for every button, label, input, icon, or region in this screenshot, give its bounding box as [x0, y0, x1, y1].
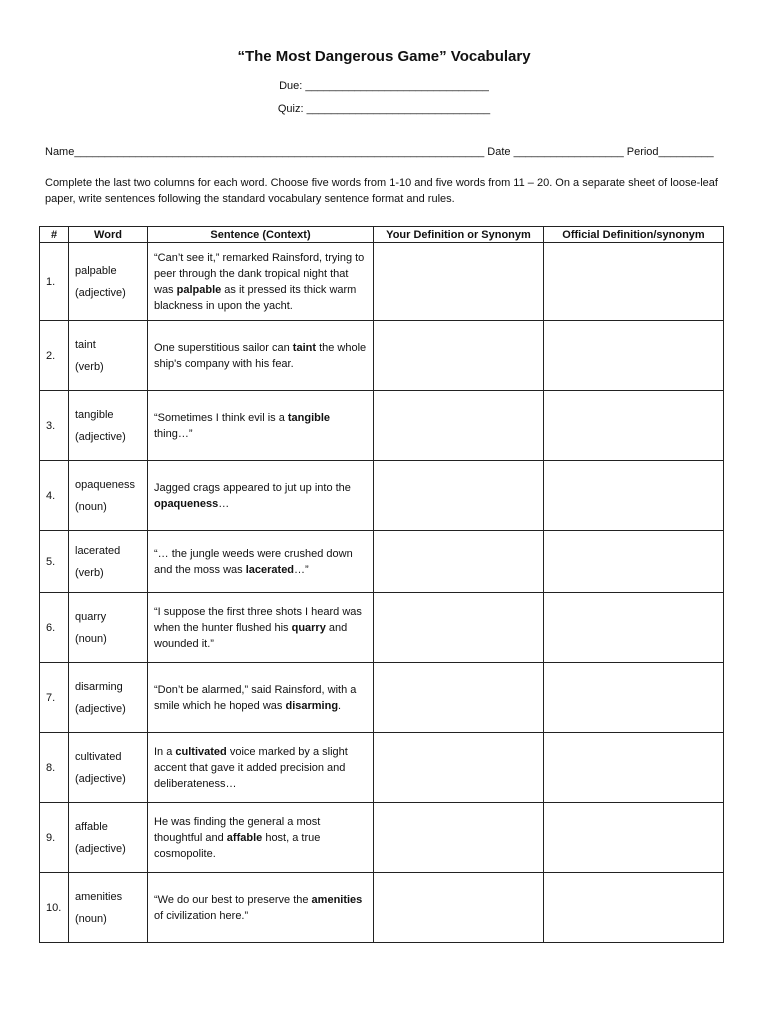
highlighted-word: amenities	[311, 893, 363, 906]
official-definition-cell[interactable]	[544, 873, 724, 943]
sentence-text: thing…”	[154, 427, 193, 440]
highlighted-word: tangible	[287, 411, 331, 424]
page-title: “The Most Dangerous Game” Vocabulary	[237, 48, 531, 65]
table-body	[40, 243, 724, 943]
context-sentence	[148, 663, 374, 733]
word-cell	[69, 873, 148, 943]
table-header-row	[40, 227, 724, 243]
table-row	[40, 321, 724, 391]
context-sentence	[148, 803, 374, 873]
sentence-text: One superstitious sailor can	[154, 341, 293, 354]
due-line: Due: ______________________________	[279, 80, 489, 92]
sentence-text: of civilization here.”	[154, 909, 249, 922]
sentence-text: He was finding the general a most thoughtful and	[154, 815, 321, 844]
sentence-text: Jagged crags appeared to jut up into the	[154, 481, 351, 494]
vocab-word: cultivated	[75, 750, 122, 763]
context-sentence	[148, 531, 374, 593]
sentence-text: voice marked by a slight accent that gave it added precision and deliberateness…	[154, 745, 348, 790]
header-sentence: Sentence (Context)	[148, 227, 374, 243]
vocab-word: quarry	[75, 610, 107, 623]
official-definition-cell[interactable]	[544, 243, 724, 321]
sentence-text: “I suppose the first three shots I heard was when the hunter flushed his	[154, 605, 362, 634]
context-sentence	[148, 321, 374, 391]
table-row	[40, 531, 724, 593]
row-number: 9.	[40, 803, 69, 873]
word-cell	[69, 593, 148, 663]
sentence-text: “Can’t see it,” remarked Rainsford, trying to peer through the dank tropical night that was	[154, 251, 365, 296]
part-of-speech: (verb)	[75, 360, 104, 373]
word-cell	[69, 803, 148, 873]
official-definition-cell[interactable]	[544, 803, 724, 873]
word-cell	[69, 321, 148, 391]
sentence-text: “We do our best to preserve the	[154, 893, 312, 906]
highlighted-word: affable	[226, 831, 263, 844]
sentence-text: as it pressed its thick warm blackness in upon the yacht.	[154, 283, 357, 312]
sentence-text: the whole ship's company with his fear.	[154, 341, 367, 370]
official-definition-cell[interactable]	[544, 663, 724, 733]
part-of-speech: (adjective)	[75, 702, 126, 715]
part-of-speech: (verb)	[75, 566, 104, 579]
word-cell	[69, 531, 148, 593]
part-of-speech: (adjective)	[75, 772, 126, 785]
row-number: 10.	[40, 873, 69, 943]
sentence-text: host, a true cosmopolite.	[154, 831, 321, 860]
context-sentence	[148, 593, 374, 663]
your-definition-cell[interactable]	[374, 531, 544, 593]
row-number: 2.	[40, 321, 69, 391]
row-number: 1.	[40, 243, 69, 321]
quiz-line: Quiz: ______________________________	[277, 103, 491, 115]
official-definition-cell[interactable]	[544, 531, 724, 593]
context-sentence	[148, 243, 374, 321]
official-definition-cell[interactable]	[544, 391, 724, 461]
sentence-text: “Don’t be alarmed,” said Rainsford, with a smile which he hoped was	[154, 683, 357, 712]
word-cell	[69, 391, 148, 461]
your-definition-cell[interactable]	[374, 321, 544, 391]
sentence-text: and wounded it.”	[154, 621, 348, 650]
official-definition-cell[interactable]	[544, 733, 724, 803]
vocab-word: opaqueness	[75, 478, 135, 491]
sentence-text: …”	[294, 563, 309, 576]
vocab-word: affable	[75, 820, 108, 833]
word-cell	[69, 663, 148, 733]
word-cell	[69, 243, 148, 321]
vocab-word: disarming	[75, 680, 123, 693]
official-definition-cell[interactable]	[544, 461, 724, 531]
sentence-text: .	[338, 699, 342, 712]
vocabulary-table	[39, 226, 724, 943]
context-sentence	[148, 733, 374, 803]
row-number: 6.	[40, 593, 69, 663]
context-sentence	[148, 873, 374, 943]
context-sentence	[148, 391, 374, 461]
table-row	[40, 243, 724, 321]
official-definition-cell[interactable]	[544, 321, 724, 391]
your-definition-cell[interactable]	[374, 593, 544, 663]
row-number: 4.	[40, 461, 69, 531]
header-your-definition: Your Definition or Synonym	[374, 227, 544, 243]
header-num: #	[40, 227, 69, 243]
sentence-text: In a	[154, 745, 176, 758]
word-cell	[69, 733, 148, 803]
your-definition-cell[interactable]	[374, 461, 544, 531]
vocab-word: lacerated	[75, 544, 121, 557]
table-row	[40, 733, 724, 803]
your-definition-cell[interactable]	[374, 243, 544, 321]
part-of-speech: (adjective)	[75, 286, 126, 299]
your-definition-cell[interactable]	[374, 873, 544, 943]
row-number: 7.	[40, 663, 69, 733]
table-row	[40, 873, 724, 943]
header-word: Word	[69, 227, 148, 243]
sentence-text: “… the jungle weeds were crushed down and the moss was	[154, 547, 353, 576]
your-definition-cell[interactable]	[374, 663, 544, 733]
part-of-speech: (noun)	[75, 632, 107, 645]
highlighted-word: taint	[292, 341, 317, 354]
row-number: 3.	[40, 391, 69, 461]
your-definition-cell[interactable]	[374, 391, 544, 461]
part-of-speech: (noun)	[75, 500, 107, 513]
official-definition-cell[interactable]	[544, 593, 724, 663]
vocab-word: taint	[75, 338, 96, 351]
highlighted-word: quarry	[291, 621, 326, 634]
your-definition-cell[interactable]	[374, 803, 544, 873]
vocab-word: palpable	[75, 264, 117, 277]
context-sentence	[148, 461, 374, 531]
instructions: Complete the last two columns for each word. Choose five words from 1-10 and five words from 11 – 20. On a separate sheet of loose-leaf paper, write sentences following the standard vocabulary sentence format and rules.	[45, 177, 718, 205]
sentence-text: “Sometimes I think evil is a	[154, 411, 288, 424]
table-row	[40, 461, 724, 531]
highlighted-word: opaqueness	[154, 497, 219, 510]
your-definition-cell[interactable]	[374, 733, 544, 803]
table-row	[40, 663, 724, 733]
name-date-period-line: Name___________________________________________________________________ Date __________________ Period_________	[45, 146, 714, 158]
highlighted-word: disarming	[285, 699, 339, 712]
table-row	[40, 391, 724, 461]
part-of-speech: (adjective)	[75, 430, 126, 443]
highlighted-word: lacerated	[245, 563, 295, 576]
row-number: 5.	[40, 531, 69, 593]
highlighted-word: cultivated	[175, 745, 227, 758]
vocab-word: tangible	[75, 408, 114, 421]
sentence-text: …	[218, 497, 230, 510]
highlighted-word: palpable	[176, 283, 222, 296]
vocab-word: amenities	[75, 890, 123, 903]
part-of-speech: (noun)	[75, 912, 107, 925]
part-of-speech: (adjective)	[75, 842, 126, 855]
header-official-definition: Official Definition/synonym	[544, 227, 724, 243]
table-row	[40, 803, 724, 873]
word-cell	[69, 461, 148, 531]
row-number: 8.	[40, 733, 69, 803]
table-row	[40, 593, 724, 663]
